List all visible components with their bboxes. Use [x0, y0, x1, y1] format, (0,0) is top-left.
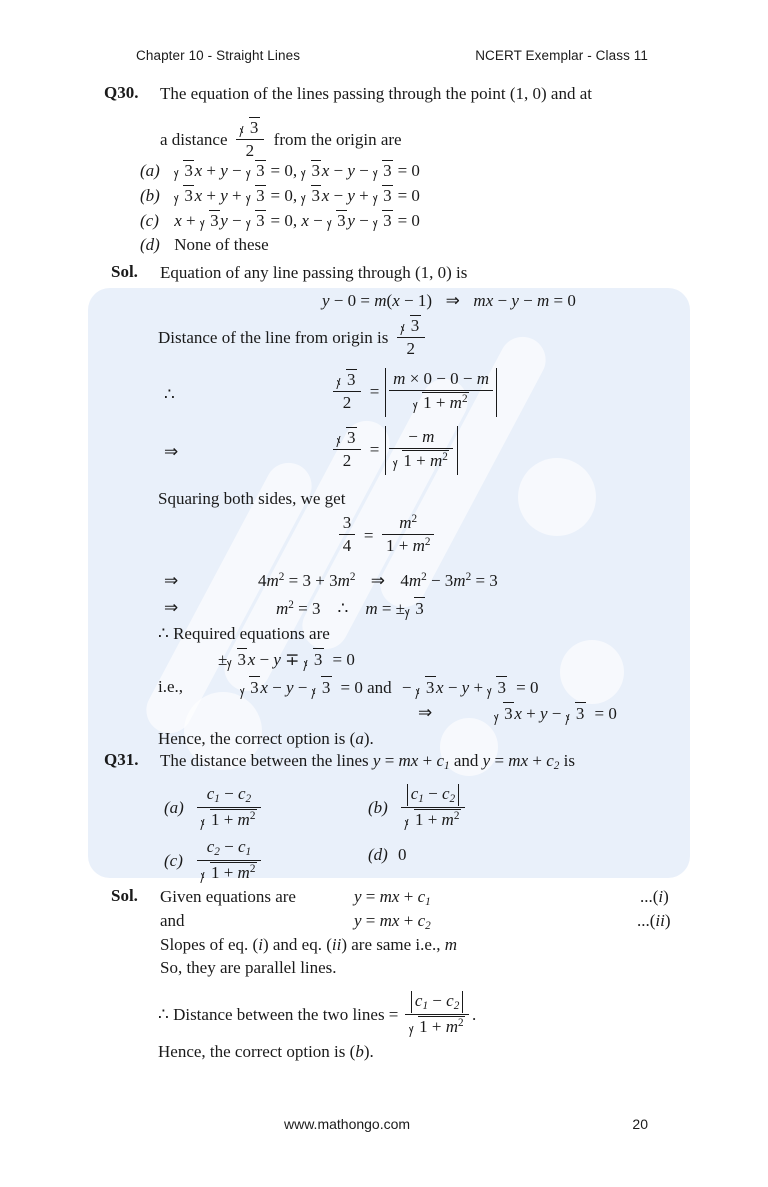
option-fraction: $\frac{c_2 - c_1}{1 + m^2}$: [197, 837, 261, 884]
line2-fraction: $\frac{3}{2}$: [397, 315, 425, 360]
step1-lhs: $\frac{3}{2}$: [333, 369, 361, 414]
option-fraction: $\frac{c_1 - c_2}{1 + m^2}$: [401, 784, 465, 831]
option-row-q30-a[interactable]: [140, 160, 420, 181]
solution-q30-eq1: [322, 290, 576, 312]
option-row-q31-b[interactable]: [368, 785, 468, 832]
solution-q30-step2: [330, 426, 458, 475]
option-tag: (c): [140, 211, 159, 230]
solution-q30-line1: Equation of any line passing through (1, 0) is: [160, 263, 468, 282]
option-text: 3x + y − 3 = 0, 3x − y − 3 = 0: [174, 161, 420, 180]
option-row-q31-a[interactable]: [164, 785, 264, 832]
option-tag: (b): [140, 186, 160, 205]
option-tag: (d): [140, 235, 160, 254]
implies-symbol-step4: ⇒: [164, 571, 179, 590]
solution-q31-conclusion: Hence, the correct option is (b).: [158, 1042, 374, 1061]
footer-website[interactable]: www.mathongo.com: [284, 1116, 411, 1132]
solution-label-q31: Sol.: [111, 886, 138, 905]
option-tag: (c): [164, 851, 183, 871]
solution-q30-line2: [158, 316, 428, 361]
solution-q31-line2-eq: y = mx + $c_2$: [354, 911, 431, 932]
therefore-symbol: ∴: [337, 598, 349, 618]
solution-q30-line3: Squaring both sides, we get: [158, 489, 346, 508]
equals-sign: =: [363, 525, 374, 545]
implies-symbol: ⇒: [370, 571, 386, 590]
implies-symbol: ⇒: [445, 291, 460, 310]
running-header: [136, 48, 648, 63]
step3-lhs: $\frac{3}{4}$: [339, 513, 355, 557]
option-row-q30-b[interactable]: [140, 185, 420, 206]
solution-q30-step3: [336, 514, 437, 558]
solution-q31-line1-ref: ...(i): [640, 887, 669, 906]
step2-lhs: $\frac{3}{2}$: [333, 427, 361, 472]
solution-q30-eq-pm: ± 3x − y ∓ 3 = 0: [218, 648, 355, 671]
header-chapter-title: Chapter 10 - Straight Lines: [136, 48, 301, 63]
solution-q31-line4: So, they are parallel lines.: [160, 958, 337, 977]
eq1-right: mx − y − m = 0: [473, 291, 576, 310]
ie-label: i.e.,: [158, 677, 184, 696]
stem-fraction: $\frac{3}{2}$: [236, 117, 264, 162]
page-footer: [136, 1116, 648, 1132]
step1-rhs-abs: [385, 368, 497, 417]
line5-fraction: $\frac{c_1 - c_2}{1 + m^2}$: [405, 991, 469, 1038]
question-label-q31: Q31.: [104, 750, 139, 769]
option-text: x + 3y − 3 = 0, x − 3y − 3 = 0: [174, 211, 420, 230]
solution-q30-step1: [330, 368, 497, 417]
solution-q31-line1-eq: y = mx + $c_1$: [354, 887, 431, 908]
implies-symbol-step5: ⇒: [164, 598, 179, 617]
option-tag: (b): [368, 798, 388, 818]
stem-text-post: from the origin are: [273, 130, 402, 150]
solution-q31-line2-ref: ...(ii): [637, 911, 671, 930]
solution-q30-conclusion: Hence, the correct option is (a).: [158, 729, 374, 748]
option-row-q30-d[interactable]: [140, 235, 269, 255]
implies-symbol-step2: ⇒: [164, 442, 179, 461]
step1-rhs: $\frac{m \times 0 - 0 - m}{1 + m^2}$: [389, 369, 492, 414]
option-tag: (a): [164, 798, 184, 818]
equals-sign: =: [369, 440, 380, 460]
eq-a: 3x − y − 3 = 0 and: [240, 676, 392, 699]
solution-q31-line5: [158, 992, 476, 1039]
step4-eq2: $4m^2 - 3m^2 = 3$: [400, 571, 498, 590]
option-row-q30-c[interactable]: [140, 210, 420, 231]
line5-period: .: [472, 1005, 477, 1025]
implies-symbol-final: ⇒: [418, 703, 433, 722]
option-text: None of these: [174, 235, 269, 254]
line2-text: Distance of the line from origin is: [158, 328, 389, 348]
step2-rhs: $\frac{- m}{1 + m^2}$: [389, 427, 453, 472]
question-stem-q30-line2: [160, 118, 402, 163]
solution-q30-step5: [276, 597, 425, 620]
step4-eq1: $4m^2 = 3 + 3m^2$: [258, 571, 356, 590]
option-tag: (d): [368, 845, 388, 864]
solution-q31-line2-pre: and: [160, 911, 185, 930]
option-text: 3x + y + 3 = 0, 3x − y + 3 = 0: [174, 186, 420, 205]
footer-page-number: 20: [632, 1116, 648, 1132]
header-book-title: NCERT Exemplar - Class 11: [475, 48, 648, 63]
question-stem-q30-line1: The equation of the lines passing through the point (1, 0) and at: [160, 84, 592, 103]
solution-q30-line4: ∴ Required equations are: [158, 624, 330, 643]
equals-sign: =: [369, 382, 380, 402]
solution-q31-line1-pre: Given equations are: [160, 887, 296, 906]
solution-label-q30: Sol.: [111, 262, 138, 281]
step5-eq1: $m^2 = 3$: [276, 598, 321, 618]
step2-rhs-abs: [385, 426, 458, 475]
option-fraction: $\frac{c_1 - c_2}{1 + m^2}$: [197, 784, 261, 831]
option-row-q31-c[interactable]: [164, 838, 264, 885]
watermark-dot: [518, 458, 596, 536]
step3-rhs: $\frac{m^2}{1 + m^2}$: [382, 513, 434, 557]
eq1-left: y − 0 = m(x − 1): [322, 291, 432, 310]
eq-b: − 3x − y + 3 = 0: [402, 676, 539, 699]
line5-text: ∴ Distance between the two lines =: [158, 1005, 399, 1025]
therefore-symbol-step1: ∴: [164, 385, 175, 404]
solution-q30-eq-c: 3x + y − 3 = 0: [494, 702, 617, 725]
solution-q30-step4: [258, 570, 498, 592]
question-label-q30: Q30.: [104, 83, 139, 102]
option-text: 0: [398, 845, 407, 864]
option-tag: (a): [140, 161, 160, 180]
option-row-q31-d[interactable]: [368, 845, 407, 865]
question-stem-q31: The distance between the lines y = mx + $c_1$ and y = mx + $c_2$ is: [160, 751, 575, 772]
step5-eq2: m = ± 3: [365, 597, 425, 620]
solution-q30-eq-ab: [240, 676, 539, 699]
watermark-dot: [560, 640, 624, 704]
stem-text-pre: a distance: [160, 130, 228, 150]
solution-q31-line3: Slopes of eq. (i) and eq. (ii) are same i.e., m: [160, 935, 457, 954]
